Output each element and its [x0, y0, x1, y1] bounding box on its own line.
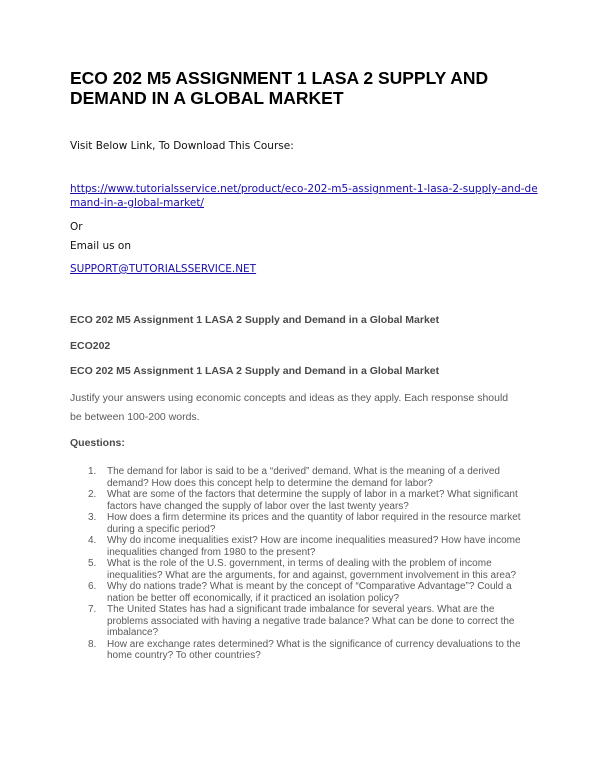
- question-item: 8. How are exchange rates determined? What is the significance of currency devaluations to the home country? To other countries?: [88, 638, 521, 661]
- question-item: 4. Why do income inequalities exist? How are income inequalities measured? How have income inequalities changed from 1980 to the present?: [88, 535, 521, 558]
- visit-text: Visit Below Link, To Download This Course:: [70, 140, 294, 152]
- question-item: 5. What is the role of the U.S. government, in terms of dealing with the problem of income inequalities? What are the arguments, for and against, government involvement in this area?: [88, 558, 517, 581]
- or-text: Or: [70, 221, 83, 233]
- question-item: 2. What are some of the factors that determine the supply of labor in a market? What significant factors have changed the supply of labor over the last twenty years?: [88, 489, 518, 512]
- question-item: 3. How does a firm determine its prices and the quantity of labor required in the resource market during a specific period?: [88, 512, 521, 535]
- question-item: 6. Why do nations trade? What is meant by the concept of “Comparative Advantage”? Could a nation be better off economically, if it practiced an isolation policy?: [88, 581, 512, 604]
- support-email-link[interactable]: SUPPORT@TUTORIALSSERVICE.NET: [70, 263, 257, 275]
- section-heading-1: ECO 202 M5 Assignment 1 LASA 2 Supply and Demand in a Global Market: [70, 314, 440, 326]
- course-code: ECO202: [70, 340, 111, 352]
- section-heading-2: ECO 202 M5 Assignment 1 LASA 2 Supply and Demand in a Global Market: [70, 365, 440, 377]
- email-text: Email us on: [70, 240, 132, 252]
- document-title: ECO 202 M5 ASSIGNMENT 1 LASA 2 SUPPLY AND DEMAND IN A GLOBAL MARKET: [70, 68, 489, 108]
- question-item: 1. The demand for labor is said to be a “derived” demand. What is the meaning of a derived demand? How does this concept help to determine the demand for labor?: [88, 466, 500, 489]
- instructions-paragraph: Justify your answers using economic concepts and ideas as they apply. Each response should be between 100-200 words.: [70, 392, 509, 423]
- course-download-link[interactable]: https://www.tutorialsservice.net/product/eco-202-m5-assignment-1-lasa-2-supply-and-demand-in-a-global-market/: [70, 183, 538, 209]
- questions-list: [70, 466, 530, 662]
- questions-label: Questions:: [70, 437, 125, 449]
- question-item: 7. The United States has had a significant trade imbalance for several years. What are the problems associated with having a negative trade balance? What can be done to correct the imbalance?: [88, 604, 515, 638]
